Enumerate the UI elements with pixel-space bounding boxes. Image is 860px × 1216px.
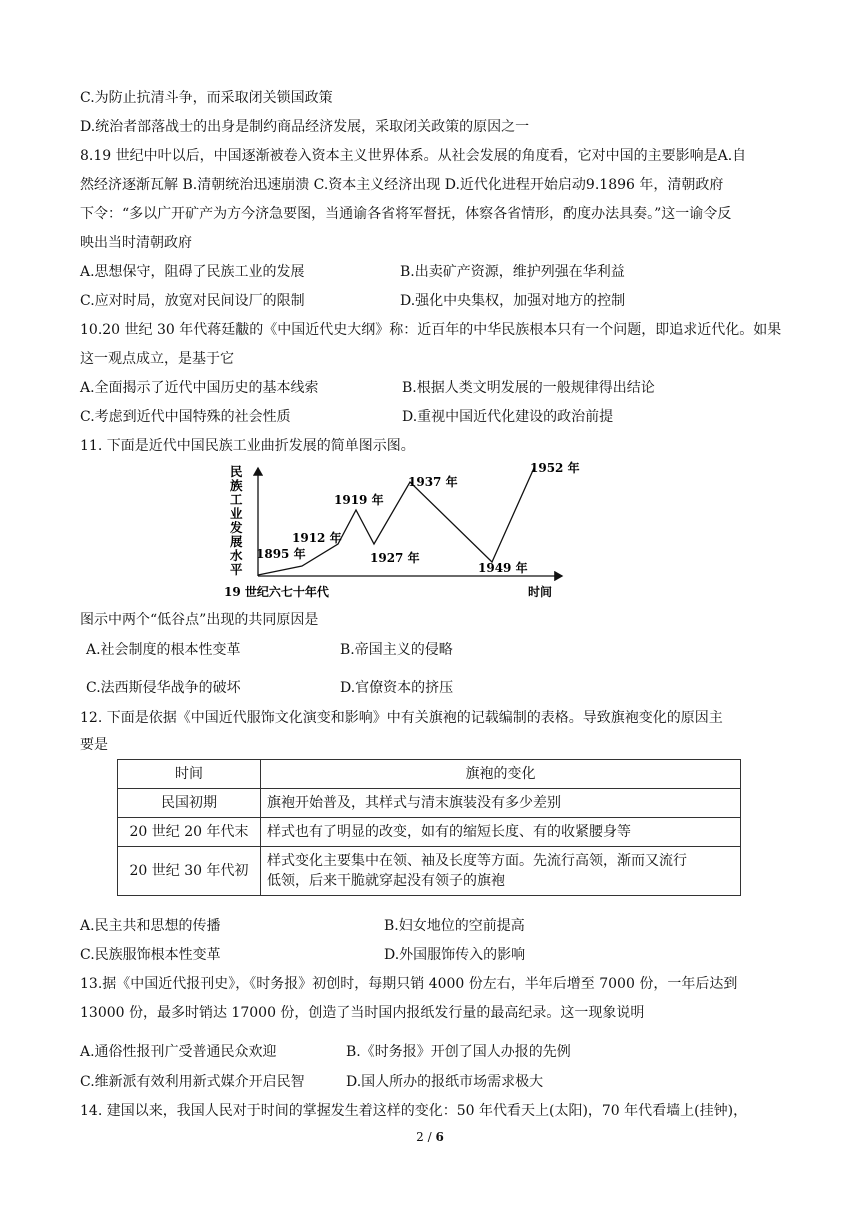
q13-option-b: B.《时务报》开创了国人办报的先例 — [346, 1044, 571, 1060]
q11-option-d: D.官僚资本的挤压 — [340, 680, 454, 696]
table-header-time: 时间 — [118, 760, 261, 789]
q12-option-c: C.民族服饰根本性变革 — [80, 947, 221, 963]
industry-line-chart — [222, 458, 584, 602]
line-l1: C.为防止抗清斗争，而采取闭关锁国政策 — [80, 90, 333, 106]
point-label-1927: 1927 年 — [370, 551, 420, 565]
q12-option-d: D.外国服饰传入的影响 — [384, 947, 526, 963]
table-row — [118, 818, 741, 847]
x-axis-end-label: 时间 — [528, 585, 553, 599]
point-label-1949: 1949 年 — [478, 561, 528, 575]
table-header-row — [118, 760, 741, 789]
page-number — [0, 1130, 860, 1144]
q9-line1: 下令：“多以广开矿产为方今济急要图，当通谕各省将军督抚，体察各省情形，酌度办法具奏。”这一谕令反 — [80, 206, 732, 222]
q9-line2: 映出当时清朝政府 — [80, 235, 192, 251]
x-axis-start-label: 19 世纪六七十年代 — [224, 585, 329, 599]
q14-line1: 14. 建国以来，我国人民对于时间的掌握发生着这样的变化：50 年代看天上(太阳)，70 年代看墙上(挂钟)， — [80, 1103, 748, 1119]
point-label-1952: 1952 年 — [530, 461, 580, 475]
page-total: 6 — [435, 1130, 444, 1144]
q11-option-a: A.社会制度的根本性变革 — [86, 642, 241, 658]
table-cell-time: 20 世纪 30 年代初 — [118, 847, 261, 896]
qipao-table — [117, 759, 741, 896]
point-label-1895: 1895 年 — [256, 547, 306, 561]
q10-option-d: D.重视中国近代化建设的政治前提 — [402, 409, 614, 425]
point-label-1912: 1912 年 — [292, 531, 342, 545]
q13-option-d: D.国人所办的报纸市场需求极大 — [346, 1074, 544, 1090]
q11-option-b: B.帝国主义的侵略 — [340, 642, 453, 658]
q10-line2: 这一观点成立，是基于它 — [80, 351, 234, 367]
table-cell-change: 样式也有了明显的改变，如有的缩短长度、有的收紧腰身等 — [261, 818, 741, 847]
q8-line1: 8.19 世纪中叶以后，中国逐渐被卷入资本主义世界体系。从社会发展的角度看，它对中国的主要影响是A.自 — [80, 148, 747, 164]
table-cell-time: 民国初期 — [118, 789, 261, 818]
q10-option-b: B.根据人类文明发展的一般规律得出结论 — [402, 380, 655, 396]
q11-question: 图示中两个“低谷点”出现的共同原因是 — [80, 612, 319, 628]
q13-line2: 13000 份，最多时销达 17000 份，创造了当时国内报纸发行量的最高纪录。这一现象说明 — [80, 1005, 645, 1021]
q10-option-c: C.考虑到近代中国特殊的社会性质 — [80, 409, 291, 425]
table-cell-change — [261, 847, 741, 896]
q10-option-a: A.全面揭示了近代中国历史的基本线索 — [80, 380, 319, 396]
q11-option-c: C.法西斯侵华战争的破坏 — [86, 680, 241, 696]
table-cell-change-line1: 样式变化主要集中在领、袖及长度等方面。先流行高领，渐而又流行 — [267, 853, 687, 869]
q9-option-b: B.出卖矿产资源，维护列强在华利益 — [400, 264, 625, 280]
q11-stem: 11. 下面是近代中国民族工业曲折发展的简单图示图。 — [80, 438, 415, 454]
q13-option-c: C.维新派有效利用新式媒介开启民智 — [80, 1074, 305, 1090]
point-label-1919: 1919 年 — [334, 493, 384, 507]
page-current: 2 — [416, 1130, 424, 1144]
q9-option-c: C.应对时局，放宽对民间设厂的限制 — [80, 293, 305, 309]
table-header-change: 旗袍的变化 — [261, 760, 741, 789]
line-l2: D.统治者部落战士的出身是制约商品经济发展，采取闭关政策的原因之一 — [80, 119, 530, 135]
y-axis-label: 民族工业发展水平 — [230, 464, 243, 577]
table-row — [118, 847, 741, 896]
page-separator: / — [423, 1130, 436, 1144]
q9-option-a: A.思想保守，阻碍了民族工业的发展 — [80, 264, 305, 280]
q9-option-d: D.强化中央集权，加强对地方的控制 — [400, 293, 626, 309]
q12-line2: 要是 — [80, 737, 108, 753]
table-cell-change: 旗袍开始普及，其样式与清末旗装没有多少差别 — [261, 789, 741, 818]
q12-line1: 12. 下面是依据《中国近代服饰文化演变和影响》中有关旗袍的记载编制的表格。导致旗袍变化的原因主 — [80, 710, 723, 726]
q12-option-a: A.民主共和思想的传播 — [80, 918, 221, 934]
table-cell-change-line2: 低领，后来干脆就穿起没有领子的旗袍 — [267, 873, 505, 889]
q13-line1: 13.据《中国近代报刊史》，《时务报》初创时，每期只销 4000 份左右，半年后增至 7000 份，一年后达到 — [80, 976, 738, 992]
q12-option-b: B.妇女地位的空前提高 — [384, 918, 525, 934]
table-cell-time: 20 世纪 20 年代末 — [118, 818, 261, 847]
q8-line2: 然经济逐渐瓦解 B.清朝统治迅速崩溃 C.资本主义经济出现 D.近代化进程开始启动9.1896 年，清朝政府 — [80, 177, 724, 193]
point-label-1937: 1937 年 — [408, 475, 458, 489]
q10-line1: 10.20 世纪 30 年代蒋廷黻的《中国近代史大纲》称：近百年的中华民族根本只有一个问题，即追求近代化。如果 — [80, 322, 782, 338]
table-row — [118, 789, 741, 818]
q13-option-a: A.通俗性报刊广受普通民众欢迎 — [80, 1044, 277, 1060]
